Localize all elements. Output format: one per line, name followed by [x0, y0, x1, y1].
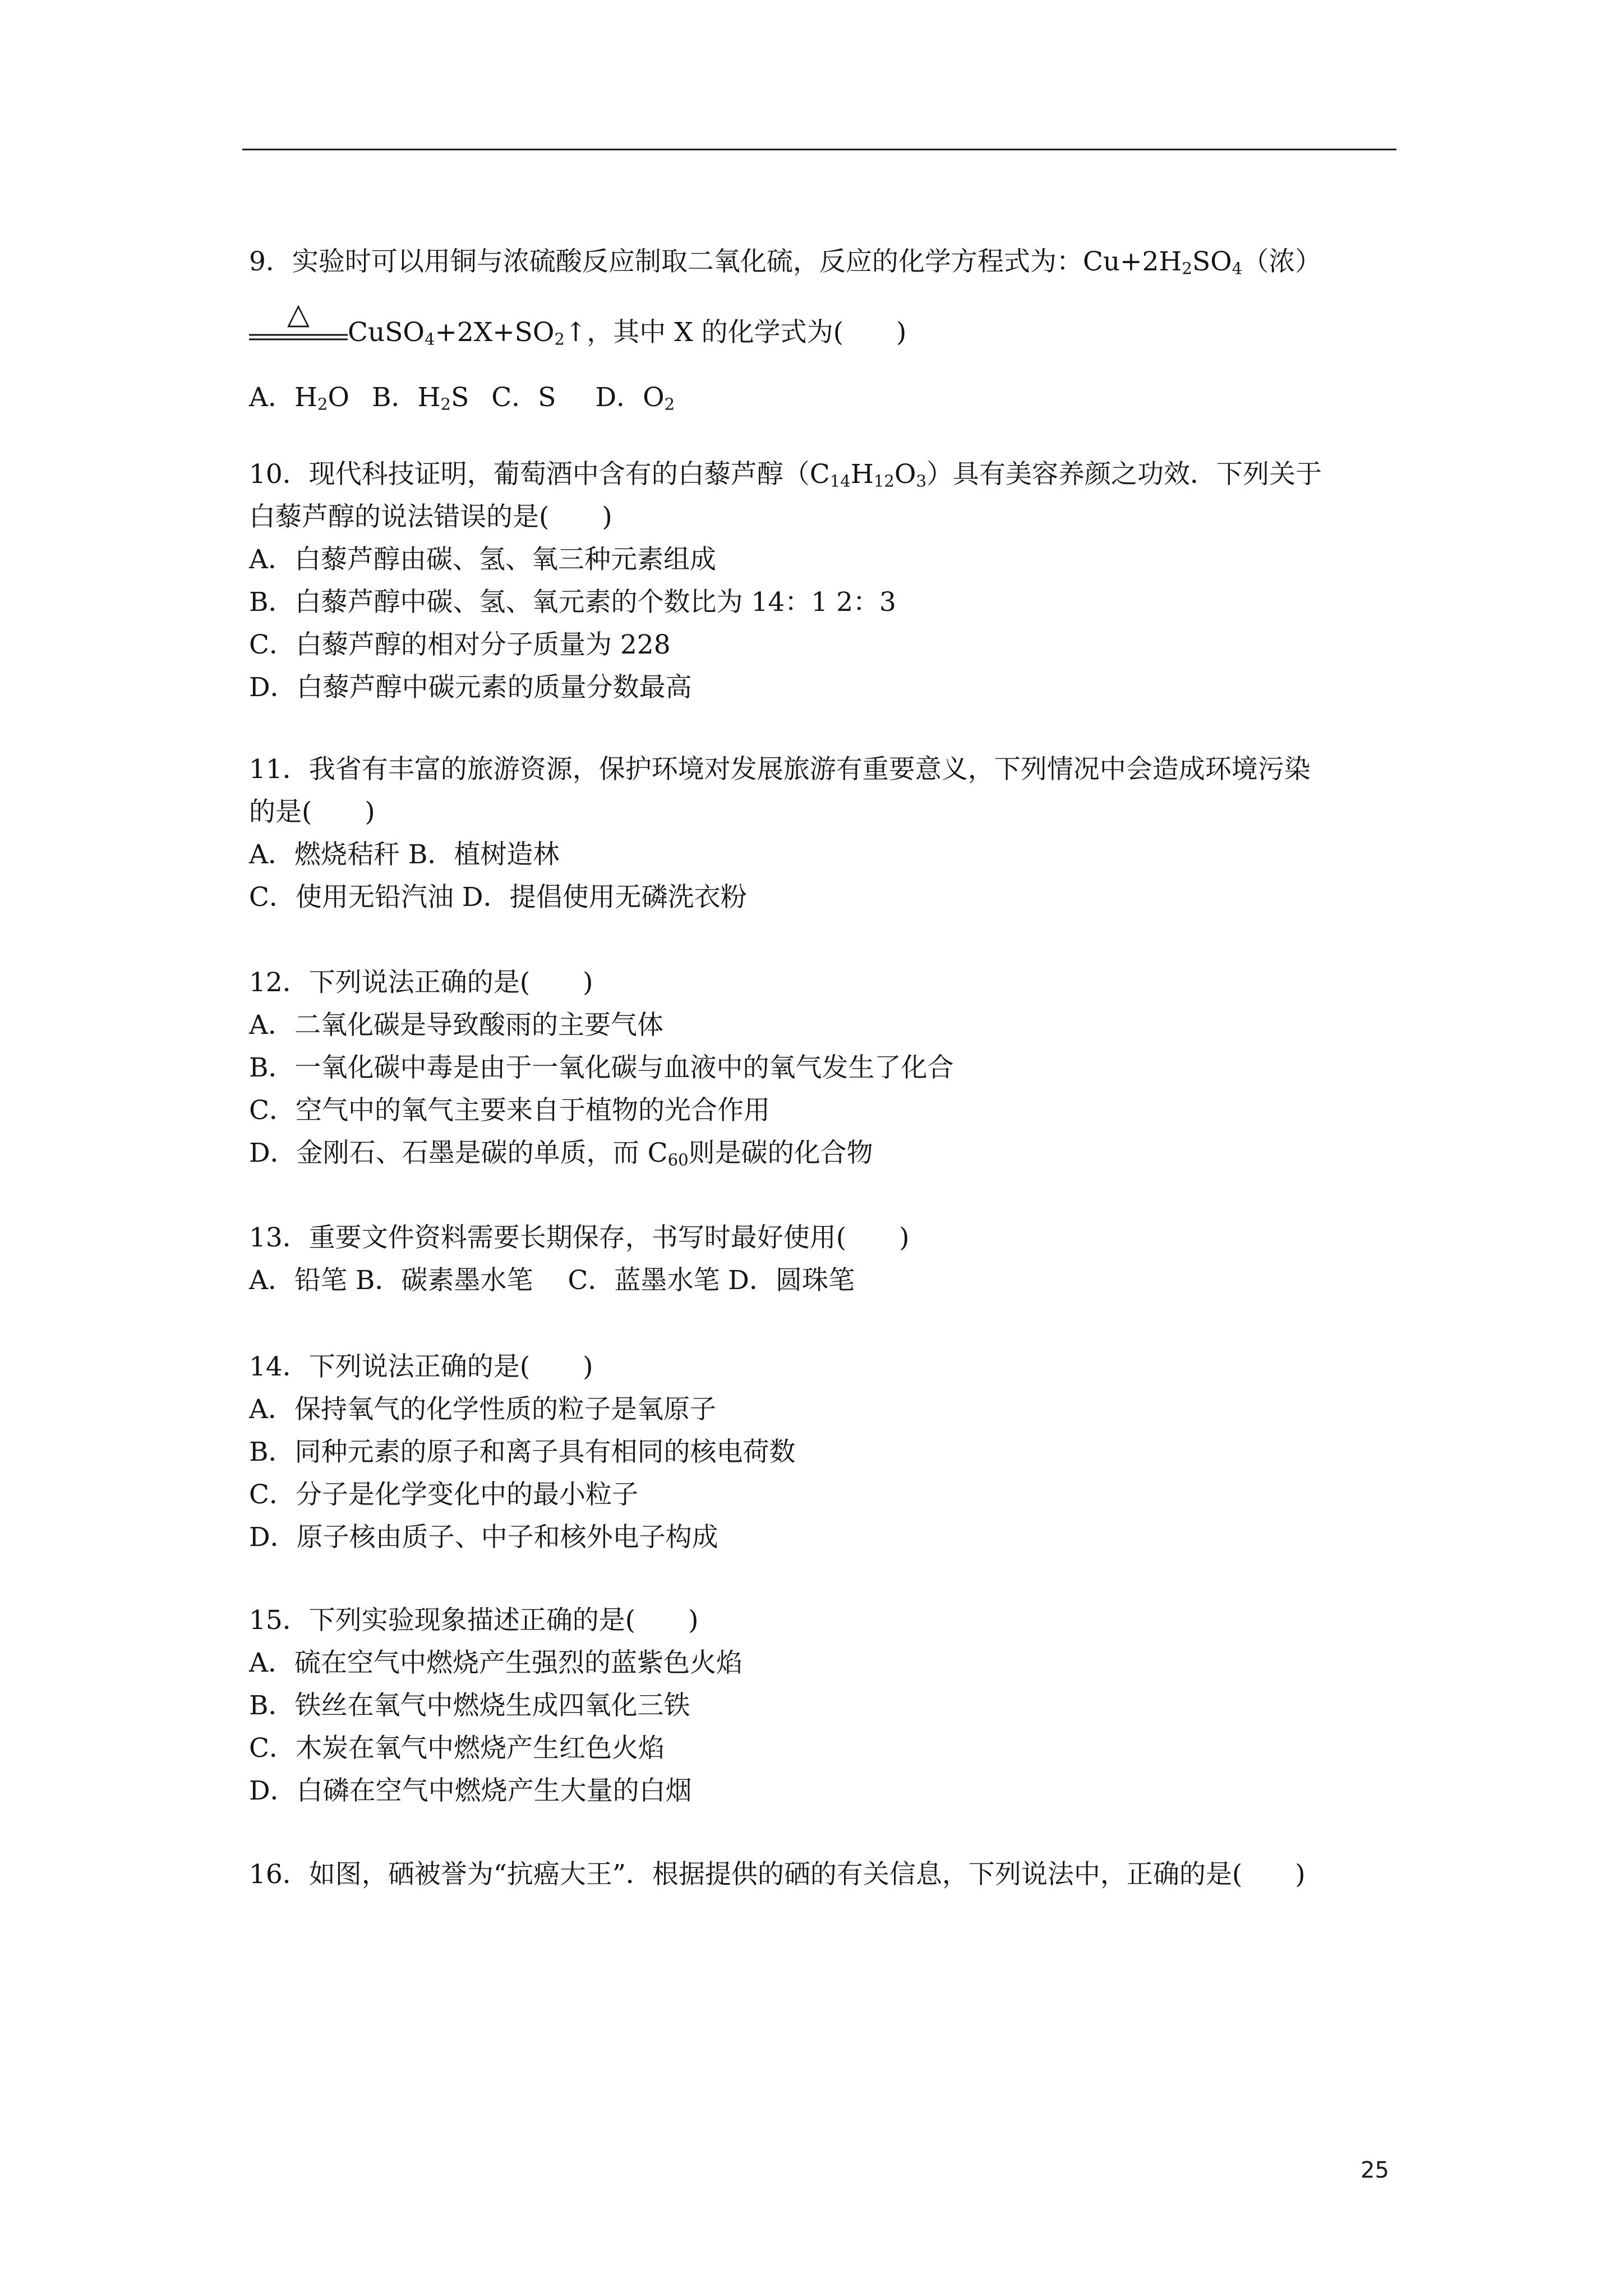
question-14: [249, 1346, 1511, 1559]
option-a: A．$H_2O$: [249, 382, 350, 414]
heat-triangle-icon: △: [287, 300, 310, 331]
option-b: B．一氧化碳中毒是由于一氧化碳与血液中的氧气发生了化合: [249, 1052, 954, 1083]
question-9-stem: 9．实验时可以用铜与浓硫酸反应制取二氧化硫，反应的化学方程式为：$Cu+2H_2SO_4$（浓）: [249, 246, 1322, 278]
question-12-stem: 12．下列说法正确的是( ): [249, 967, 593, 998]
option-d: D．$O_2$: [595, 382, 675, 414]
options-row-1: A．燃烧秸秆 B．植树造林: [249, 839, 560, 870]
question-16-stem: 16．如图，硒被誉为“抗癌大王”．根据提供的硒的有关信息，下列说法中，正确的是( ): [249, 1859, 1306, 1890]
option-a: A．硫在空气中燃烧产生强烈的蓝紫色火焰: [249, 1648, 743, 1678]
question-11-stem: 11．我省有丰富的旅游资源，保护环境对发展旅游有重要意义，下列情况中会造成环境污染: [249, 754, 1311, 785]
option-b: B．铁丝在氧气中燃烧生成四氧化三铁: [249, 1690, 690, 1721]
question-10-stem: 10．现代科技证明，葡萄酒中含有的白藜芦醇$(C_{14}H_{12}O_3)$具有美容养颜之功效．下列关于: [249, 459, 1322, 491]
question-12: [249, 961, 1511, 1175]
options-row-2: C．使用无铅汽油 D．提倡使用无磷洗衣粉: [249, 882, 747, 913]
option-d: D．原子核由质子、中子和核外电子构成: [249, 1522, 718, 1553]
option-a: A．保持氧气的化学性质的粒子是氧原子: [249, 1394, 716, 1425]
option-b: B．$H_2S$: [372, 382, 469, 414]
option-c: C．S: [491, 382, 556, 413]
option-a: A．白藜芦醇由碳、氢、氧三种元素组成: [249, 544, 716, 575]
option-c: C．白藜芦醇的相对分子质量为 228: [249, 629, 671, 660]
question-9-options: [249, 376, 1511, 419]
option-b: B．同种元素的原子和离子具有相同的核电荷数: [249, 1437, 796, 1467]
option-c: C．分子是化学变化中的最小粒子: [249, 1479, 638, 1510]
question-11-stem-line-2: 的是( ): [249, 797, 375, 827]
question-11: [249, 748, 1511, 919]
question-10: [249, 453, 1511, 709]
question-15: [249, 1599, 1511, 1812]
question-16: [249, 1853, 1511, 1896]
option-c: C．木炭在氧气中燃烧产生红色火焰: [249, 1733, 665, 1764]
option-a: A．二氧化碳是导致酸雨的主要气体: [249, 1010, 663, 1041]
option-c: C．空气中的氧气主要来自于植物的光合作用: [249, 1095, 770, 1126]
question-9-equation: [249, 283, 1511, 356]
question-13: [249, 1217, 1511, 1302]
question-15-stem: 15．下列实验现象描述正确的是( ): [249, 1605, 699, 1636]
question-10-stem-line-2: 白藜芦醇的说法错误的是( ): [249, 501, 612, 532]
heat-equals-sign-icon: [249, 300, 348, 356]
options-row: A．铅笔 B．碳素墨水笔 C．蓝墨水笔 D．圆珠笔: [249, 1265, 855, 1296]
page-number: 25: [1361, 2157, 1389, 2183]
question-9-equation-text: $CuSO_4+2X+SO_2↑$，其中 X 的化学式为( ): [348, 317, 907, 349]
option-b: B．白藜芦醇中碳、氢、氧元素的个数比为 14：1 2：3: [249, 587, 896, 618]
option-d: D．白磷在空气中燃烧产生大量的白烟: [249, 1775, 692, 1806]
header-rule: [242, 149, 1396, 150]
question-13-stem: 13．重要文件资料需要长期保存，书写时最好使用( ): [249, 1222, 910, 1253]
question-9: [249, 241, 1511, 419]
question-14-stem: 14．下列说法正确的是( ): [249, 1351, 593, 1382]
option-d: D．金刚石、石墨是碳的单质，而 $C_{60}$则是碳的化合物: [249, 1138, 873, 1170]
option-d: D．白藜芦醇中碳元素的质量分数最高: [249, 672, 692, 703]
